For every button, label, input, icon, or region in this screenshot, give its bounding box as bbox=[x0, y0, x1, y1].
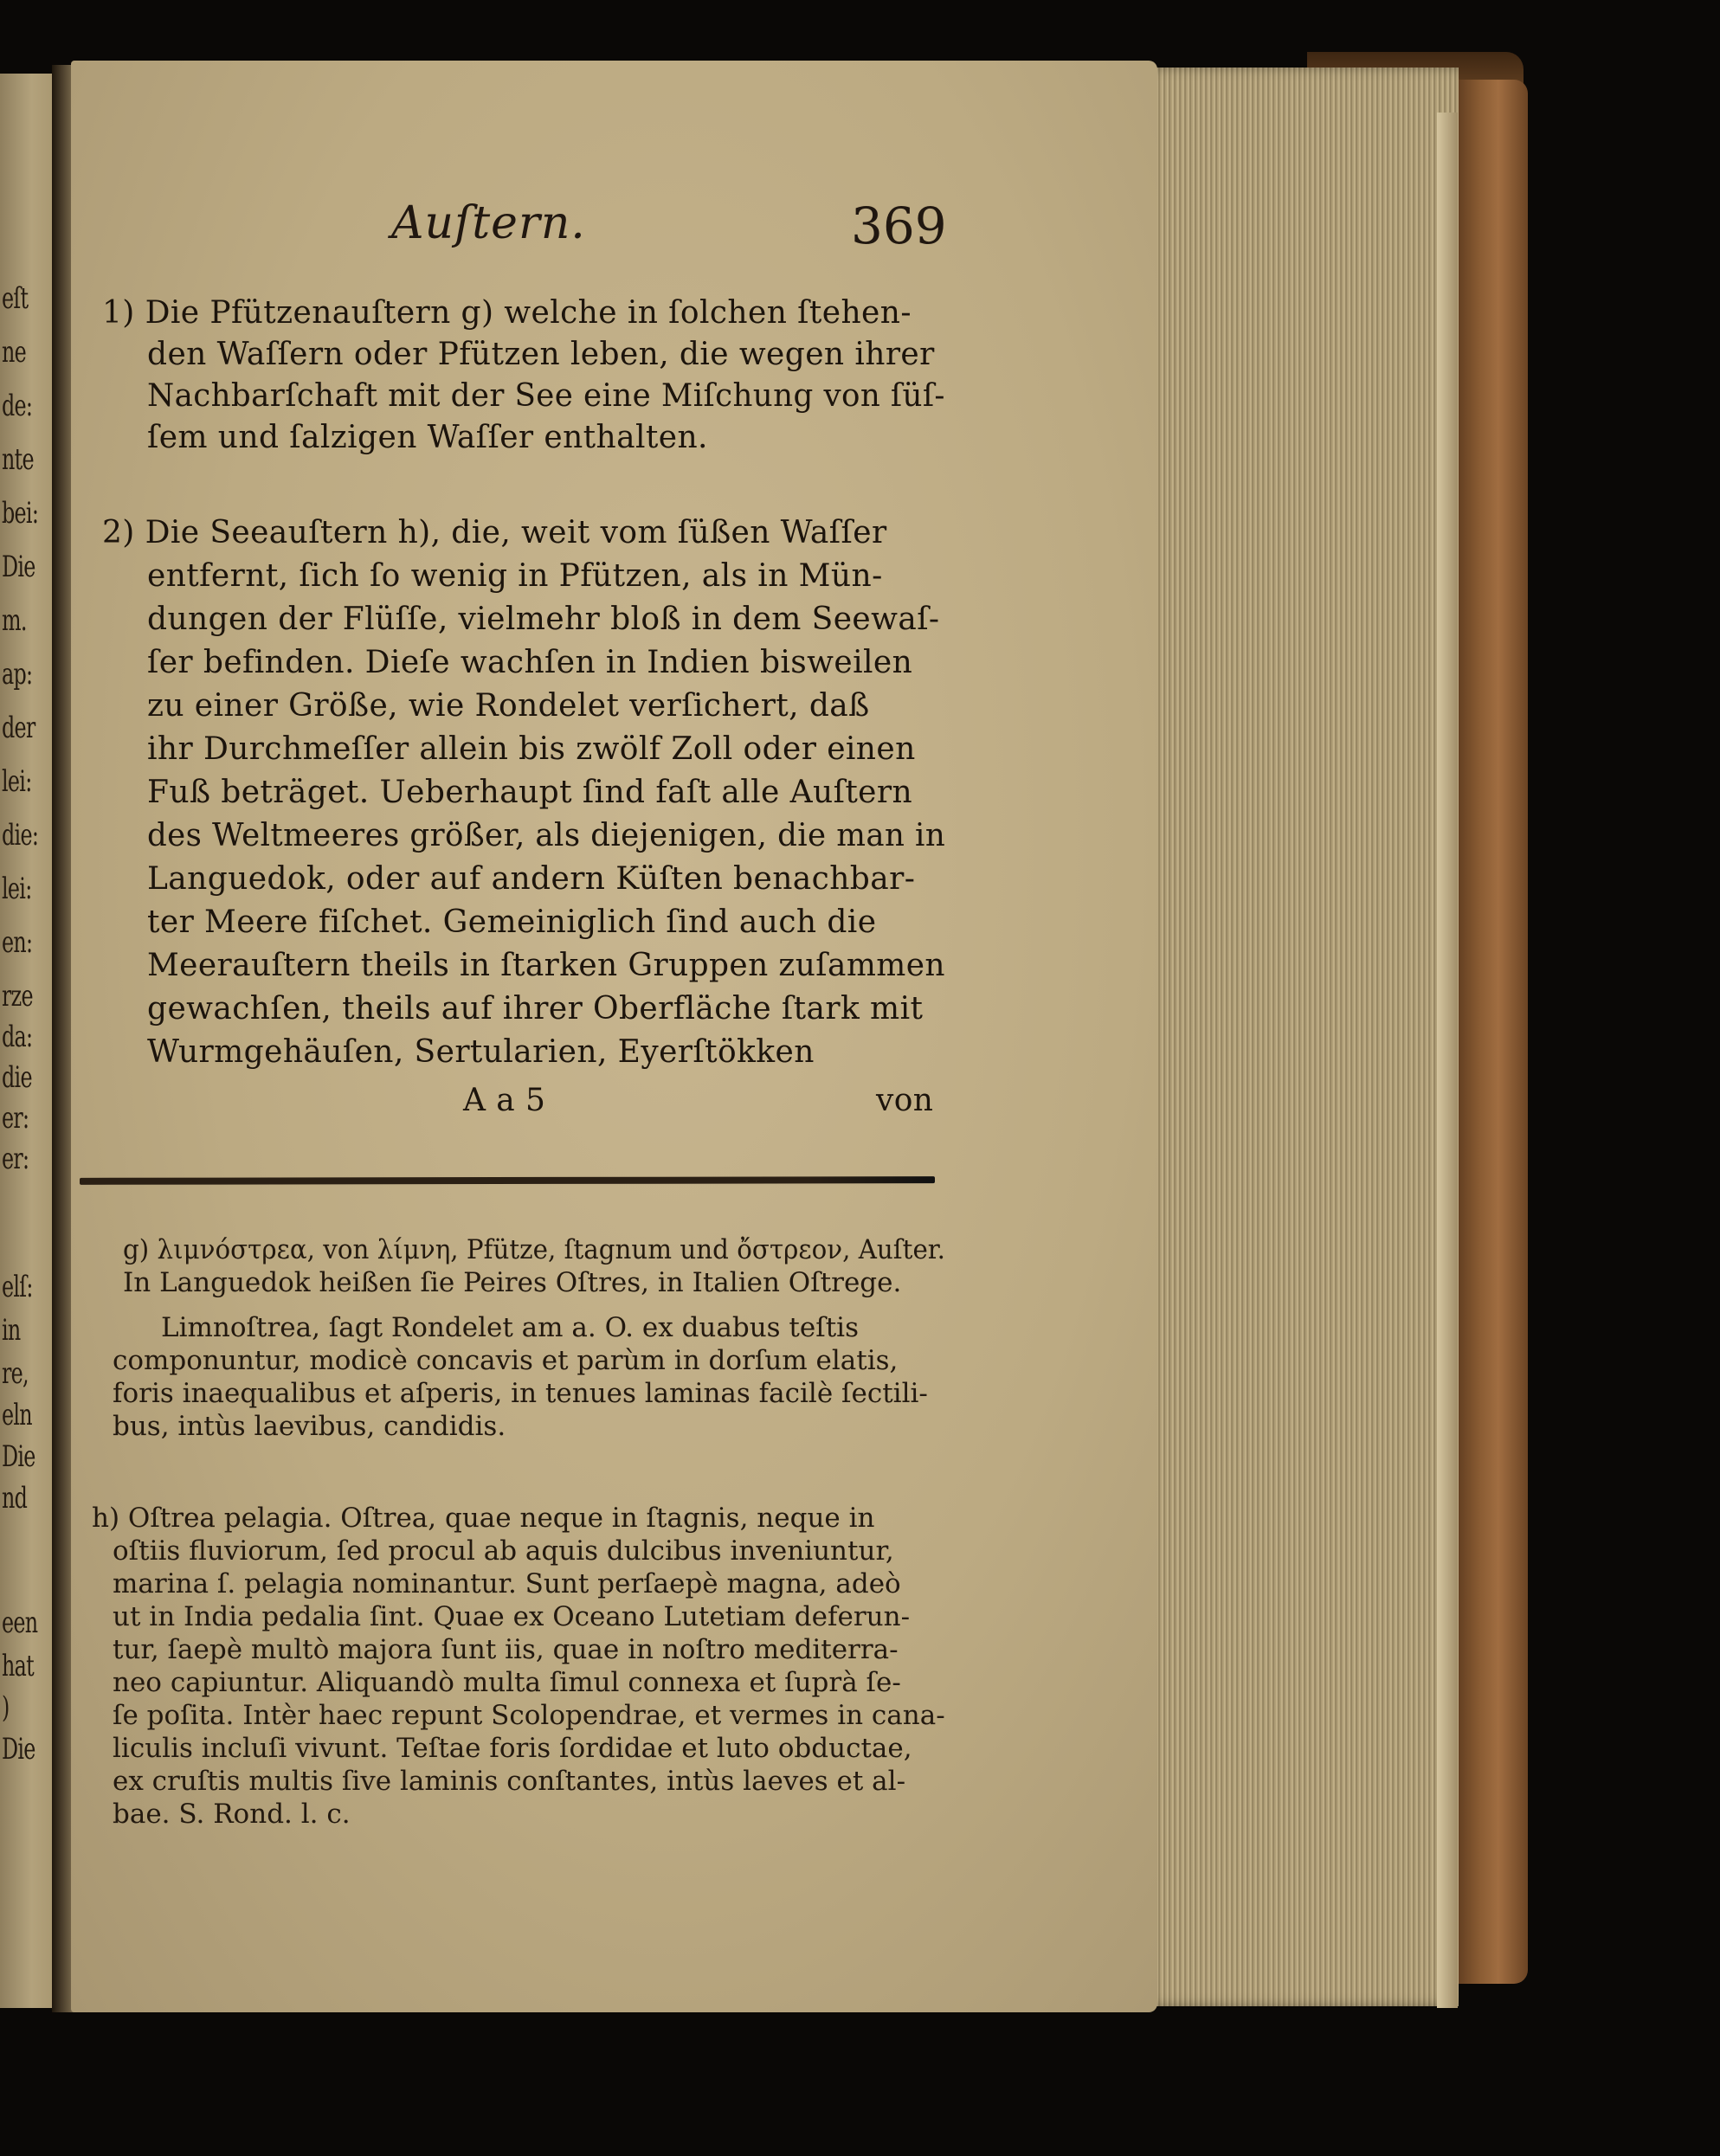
left-page-fragment: bei: bbox=[2, 496, 39, 531]
footnote-line: ſe poſita. Intèr haec repunt Scolopendrae, et vermes in cana- bbox=[113, 1700, 945, 1731]
left-page-fragment: Die bbox=[2, 550, 35, 584]
left-page-fragment: lei: bbox=[2, 872, 32, 906]
text-line: den Waſſern oder Pfützen leben, die wegen ihrer bbox=[147, 337, 935, 372]
book-cover-edge bbox=[1454, 80, 1528, 1984]
left-page-fragment: lei: bbox=[2, 764, 32, 799]
left-page-fragment: er: bbox=[2, 1142, 29, 1176]
text-line: ſer befinden. Dieſe wachſen in Indien bisweilen bbox=[147, 645, 913, 680]
text-line: des Weltmeeres größer, als diejenigen, die man in bbox=[147, 818, 946, 853]
text-line: ihr Durchmeſſer allein bis zwölf Zoll oder einen bbox=[147, 731, 916, 767]
footnote-line: ut in India pedalia ſint. Quae ex Oceano Lutetiam deferun- bbox=[113, 1601, 911, 1632]
left-page-fragment: die bbox=[2, 1060, 32, 1095]
left-page-fragment: eln bbox=[2, 1398, 32, 1432]
footnote-line: oſtiis fluviorum, ſed procul ab aquis dulcibus inveniuntur, bbox=[113, 1535, 894, 1567]
text-line: 1) Die Pfützenauſtern g) welche in ſolchen ſtehen- bbox=[102, 295, 912, 331]
footnote-line: bae. S. Rond. l. c. bbox=[113, 1799, 351, 1830]
left-page-fragment: ) bbox=[2, 1690, 10, 1725]
footnote-line: neo capiuntur. Aliquandò multa ſimul connexa et ſuprà ſe- bbox=[113, 1667, 901, 1698]
page-number: 369 bbox=[851, 196, 947, 255]
footnote-line: foris inaequalibus et aſperis, in tenues laminas facilè ſectili- bbox=[113, 1378, 928, 1409]
footnote-line: Limnoſtrea, ſagt Rondelet am a. O. ex duabus teſtis bbox=[161, 1312, 859, 1343]
left-page-fragment: ne bbox=[2, 335, 27, 370]
text-line: Meerauſtern theils in ſtarken Gruppen zuſammen bbox=[147, 948, 945, 983]
footnote-line: tur, ſaepè multò majora ſunt iis, quae in noſtro mediterra- bbox=[113, 1634, 899, 1665]
left-page-fragment: da: bbox=[2, 1020, 33, 1054]
left-page-fragment: nd bbox=[2, 1481, 28, 1516]
footnote-line: In Languedok heißen ſie Peires Oſtres, in Italien Oſtrege. bbox=[123, 1267, 902, 1298]
footnote-line: componuntur, modicè concavis et parùm in dorſum elatis, bbox=[113, 1345, 899, 1376]
text-line: Fuß beträget. Ueberhaupt ſind faſt alle Auſtern bbox=[147, 775, 913, 810]
text-line: entfernt, ſich ſo wenig in Pfützen, als in Mün- bbox=[147, 558, 883, 594]
left-page-fragment: Die bbox=[2, 1732, 35, 1767]
text-line: 2) Die Seeauſtern h), die, weit vom ſüßen Waſſer bbox=[102, 515, 887, 550]
signature-mark: A a 5 bbox=[463, 1083, 546, 1118]
left-page-fragment: Die bbox=[2, 1439, 35, 1474]
footnote-line: g) λιμνόστρεα, von λίμνη, Pfütze, ſtagnum und ὄστρεον, Auſter. bbox=[123, 1234, 945, 1265]
text-line: Nachbarſchaft mit der See eine Miſchung von ſüſ- bbox=[147, 378, 945, 414]
left-page-fragment: en: bbox=[2, 925, 33, 960]
text-line: ter Meere fiſchet. Gemeiniglich ſind auch die bbox=[147, 904, 877, 940]
text-line: ſem und ſalzigen Waſſer enthalten. bbox=[147, 420, 708, 455]
footnote-line: marina ſ. pelagia nominantur. Sunt perſaepè magna, adeò bbox=[113, 1568, 901, 1599]
left-page-fragment: een bbox=[2, 1606, 38, 1640]
left-page-fragment: ap: bbox=[2, 657, 33, 692]
left-page-fragment: hat bbox=[2, 1649, 34, 1683]
text-line: zu einer Größe, wie Rondelet verſichert, daß bbox=[147, 688, 870, 724]
text-line: Languedok, oder auf andern Küſten benachbar- bbox=[147, 861, 916, 897]
text-line: gewachſen, theils auf ihrer Oberfläche ſtark mit bbox=[147, 991, 924, 1027]
footnote-line: liculis incluſi vivunt. Teſtae foris ſordidae et luto obductae, bbox=[113, 1733, 912, 1764]
page-block-edges bbox=[1130, 68, 1459, 2006]
left-page-fragment: eſt bbox=[2, 281, 29, 316]
footnote-line: ex cruſtis multis ſive laminis conſtantes, intùs laeves et al- bbox=[113, 1766, 906, 1797]
footnote-rule bbox=[80, 1176, 935, 1185]
catchword: von bbox=[876, 1083, 934, 1118]
left-page-fragment: er: bbox=[2, 1101, 29, 1136]
left-page-fragment: de: bbox=[2, 389, 33, 423]
left-page-fragment: in bbox=[2, 1313, 21, 1348]
left-page-fragment: der bbox=[2, 711, 35, 745]
left-page-fragment: re, bbox=[2, 1356, 29, 1391]
page-block-highlight bbox=[1437, 113, 1458, 2008]
left-page-fragment: nte bbox=[2, 442, 34, 477]
left-page-fragment: elſ: bbox=[2, 1270, 33, 1304]
text-line: dungen der Flüſſe, vielmehr bloß in dem Seewaſ- bbox=[147, 602, 940, 637]
text-line: Wurmgehäuſen, Sertularien, Eyerſtökken bbox=[147, 1034, 815, 1070]
left-page-fragment: die: bbox=[2, 818, 39, 853]
left-facing-page bbox=[0, 74, 57, 2008]
left-page-fragment: rze bbox=[2, 979, 33, 1014]
left-page-fragment: m. bbox=[2, 603, 27, 638]
footnote-line: bus, intùs laevibus, candidis. bbox=[113, 1411, 506, 1442]
running-head-title: Auſtern. bbox=[391, 197, 586, 249]
footnote-line: h) Oſtrea pelagia. Oſtrea, quae neque in ſtagnis, neque in bbox=[92, 1503, 875, 1534]
